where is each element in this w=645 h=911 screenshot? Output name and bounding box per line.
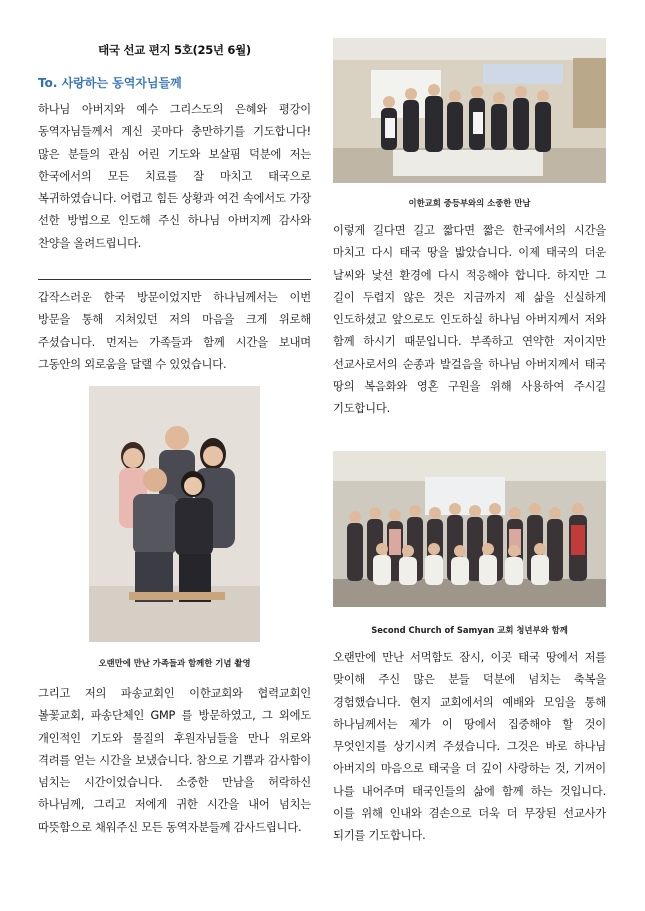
middle-school-photo-caption: 이한교회 중등부와의 소중한 만남: [408, 198, 531, 208]
letter-title: 태국 선교 편지 5호(25년 6월): [98, 43, 251, 57]
church-visit-paragraph: 그리고 저의 파송교회인 이한교회와 협력교회인 볼꽃교회, 파송단체인 GMP 를 방문하였고, 그 외에도 개인적인 기도와 물질의 후원자님들을 만나 위로와 격려를 얻는 시간을 보냈습니다. 참으로 기쁨과 감사함이 넘치는 시간이었습니다. 소중한 만남을 허락하신 하나님께, 그리고 저에게 귀한 시간을 내어 넘치는 따뜻함으로 채워주신 모든 동역자분들께 감사드립니다.: [38, 687, 311, 834]
samyan-youth-group-photo: [333, 451, 606, 607]
return-paragraph: 이렇게 길다면 길고 짧다면 짧은 한국에서의 시간을 마치고 다시 태국 땅을 밟았습니다. 이제 태국의 더운 날씨와 낯선 환경에 다시 적응해야 합니다. 하지만 그 길이 두렵지 않은 것은 지금까지 제 삶을 신실하게 인도하셨고 앞으로도 인도하실 하나님 아버지께서 저와 함께 하시기 때문입니다. 부족하고 연약한 저이지만 선교사로서의 순종과 발걸음을 하나님 아버지께서 태국 땅의 복음화와 영혼 구원을 위해 사용하여 주시길 기도합니다.: [333, 224, 606, 416]
middle-school-group-photo: [333, 38, 606, 183]
local-church-paragraph: 오랜만에 만난 서먹함도 잠시, 이곳 태국 땅에서 저를 맞이해 주신 많은 분들 덕분에 넘치는 축복을 경험했습니다. 현지 교회에서의 예배와 모임을 통해 하나님께서는 제가 이 땅에서 집중해야 할 것이 무엇인지를 상기시켜 주셨습니다. 그것은 바로 하나님 아버지의 마음으로 태국을 더 깊이 사랑하는 것, 기꺼이 나를 내어주며 태국인들의 삶에 함께 하는 것입니다. 이를 위해 인내와 겸손으로 더욱 더 무장된 선교사가 되기를 기도합니다.: [333, 651, 606, 843]
samyan-photo-caption: Second Church of Samyan 교회 청년부와 함께: [371, 625, 568, 635]
intro-paragraph: 하나님 아버지와 예수 그리스도의 은혜와 평강이 동역자님들께서 계신 곳마다 충만하기를 기도합니다! 많은 분들의 관심 어린 기도와 보살핌 덕분에 저는 한국에서의 모든 치료를 잘 마치고 태국으로 복귀하였습니다. 어렵고 힘든 상황과 여건 속에서도 가장 선한 방법으로 인도해 주신 하나님 아버지께 감사와 찬양을 올려드립니다.: [38, 103, 311, 250]
greeting: To. 사랑하는 동역자님들께: [38, 76, 182, 90]
family-photo-caption: 오랜만에 만난 가족들과 함께한 기념 촬영: [98, 658, 251, 668]
visit-paragraph: 갑작스러운 한국 방문이었지만 하나님께서는 이번 방문을 통해 지쳐있던 저의 마음을 크게 위로해 주셨습니다. 먼저는 가족들과 함께 시간을 보내며 그동안의 외로움을 달랠 수 있었습니다.: [38, 291, 311, 371]
section-divider: [38, 279, 311, 280]
family-photo: [89, 386, 260, 642]
